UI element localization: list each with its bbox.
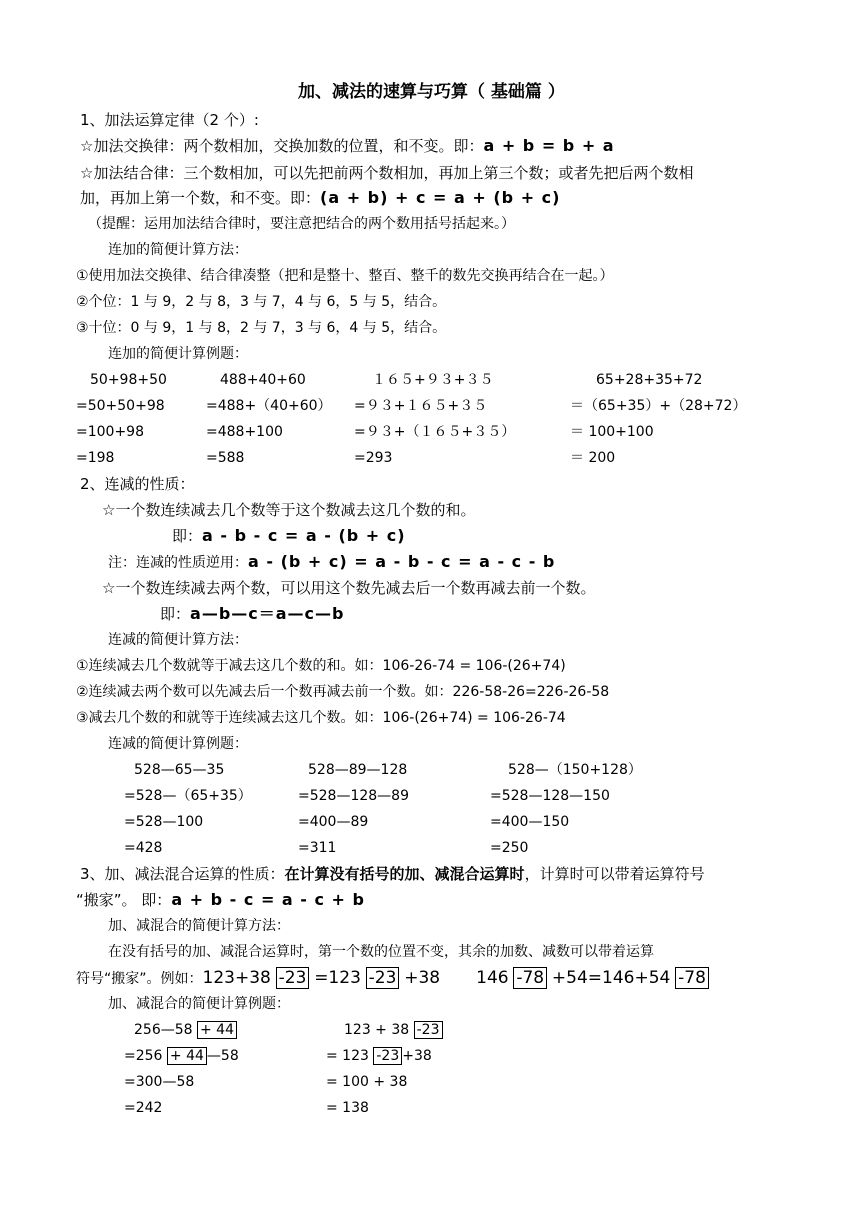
step: =528—100	[124, 814, 204, 830]
step: ＝ 100+100	[570, 424, 654, 440]
commutative-law-formula: a + b = b + a	[483, 136, 615, 155]
boxed-term: -23	[414, 1021, 443, 1039]
step: ＝ 200	[570, 450, 616, 466]
boxed-term: + 44	[167, 1047, 207, 1065]
addition-method-3: ③十位：0 与 9，1 与 8，2 与 7，3 与 6，4 与 5，结合。	[76, 320, 447, 336]
formula-prefix: 即：	[172, 527, 203, 545]
subtraction-formula-2	[160, 604, 345, 624]
subtraction-method-title: 连减的简便计算方法：	[108, 632, 248, 648]
expr: +54=146+54	[551, 968, 671, 988]
step: =242	[124, 1100, 163, 1116]
subtraction-method-2: ②连续减去两个数可以先减去后一个数再减去前一个数。如：226-58-26=226-26-58	[76, 684, 610, 700]
step: 528—89—128	[308, 762, 408, 778]
expr: =123	[314, 968, 361, 988]
formula: a - b - c = a - (b + c)	[202, 526, 406, 545]
step: =588	[206, 450, 245, 466]
mixed-desc-line1: 在没有括号的加、减混合运算时，第一个数的位置不变，其余的加数、减数可以带着运算	[108, 944, 654, 960]
boxed-term: -78	[513, 967, 547, 989]
step: =50+50+98	[76, 398, 165, 414]
associative-law-formula: (a + b) + c = a + (b + c)	[320, 188, 561, 207]
addition-method-title: 连加的简便计算方法：	[108, 242, 248, 258]
boxed-term: -78	[675, 967, 709, 989]
step: =528—128—150	[490, 788, 610, 804]
step: = 138	[326, 1100, 369, 1116]
step: 528—65—35	[134, 762, 225, 778]
subtraction-note	[108, 552, 555, 573]
heading-part-a: 3、加、减法混合运算的性质：	[80, 865, 285, 883]
step: 65+28+35+72	[596, 372, 703, 388]
addition-example-title: 连加的简便计算例题：	[108, 346, 248, 362]
step: 256—58 + 44	[134, 1020, 237, 1040]
step: =528—（65+35）	[124, 788, 252, 804]
step: =400—89	[298, 814, 369, 830]
step: =198	[76, 450, 115, 466]
step: =428	[124, 840, 163, 856]
addition-method-1: ①使用加法交换律、结合律凑整（把和是整十、整百、整千的数先交换再结合在一起。）	[76, 268, 614, 284]
page-title: 加、减法的速算与巧算（ 基础篇 ）	[298, 82, 565, 102]
boxed-term: -23	[373, 1047, 402, 1065]
tip-note: （提醒：运用加法结合律时，要注意把结合的两个数用括号括起来。）	[88, 216, 515, 232]
mixed-example-title: 加、减混合的简便计算例题：	[108, 996, 290, 1012]
subtraction-formula-1	[172, 526, 406, 546]
step: ＝（65+35）+（28+72）	[570, 398, 747, 414]
expr: 123+38	[202, 968, 271, 988]
expr: +38	[404, 968, 441, 988]
step: =400—150	[490, 814, 570, 830]
mixed-formula: a + b - c = a - c + b	[171, 890, 365, 909]
subtraction-method-3: ③减去几个数的和就等于连续减去这几个数。如：106-(26+74) = 106-26-74	[76, 710, 566, 726]
step: 50+98+50	[90, 372, 167, 388]
step: =256 + 44 —58	[124, 1048, 239, 1064]
step: =488+100	[206, 424, 283, 440]
boxed-term: -23	[276, 967, 310, 989]
mixed-desc-line2	[76, 968, 709, 989]
section-3-heading	[80, 864, 705, 884]
step: =293	[354, 450, 393, 466]
section-3-line2	[76, 890, 365, 910]
addition-method-2: ②个位：1 与 9，2 与 8，3 与 7，4 与 6，5 与 5，结合。	[76, 294, 447, 310]
step: =311	[298, 840, 337, 856]
subtraction-method-1: ①连续减去几个数就等于减去这几个数的和。如：106-26-74 = 106-(26+74)	[76, 658, 566, 674]
subtraction-property-1: ☆一个数连续减去几个数等于这个数减去这几个数的和。	[102, 501, 476, 519]
step: =528—128—89	[298, 788, 409, 804]
step: =488+（40+60）	[206, 398, 332, 414]
associative-law-text: 加，再加上第一个数，和不变。即：	[80, 189, 321, 207]
note-prefix: 注：连减的性质逆用：	[108, 555, 248, 571]
step: 123 + 38 -23	[344, 1020, 443, 1040]
step: 488+40+60	[220, 372, 306, 388]
boxed-term: -23	[366, 967, 400, 989]
note-formula: a - (b + c) = a - b - c = a - c - b	[248, 552, 556, 571]
mixed-method-title: 加、减混合的简便计算方法：	[108, 918, 290, 934]
subtraction-property-2: ☆一个数连续减去两个数，可以用这个数先减去后一个数再减去前一个数。	[102, 579, 596, 597]
formula-prefix: 即：	[160, 605, 191, 623]
heading-part-c: ，计算时可以带着运算符号	[524, 865, 705, 883]
commutative-law-text: ☆加法交换律：两个数相加，交换加数的位置，和不变。即：	[80, 137, 484, 155]
step: =９３+（１６５+３５）	[354, 424, 516, 440]
step: = 123 -23 +38	[326, 1048, 432, 1064]
step: =100+98	[76, 424, 144, 440]
step: 528—（150+128）	[508, 762, 642, 778]
step: =300—58	[124, 1074, 195, 1090]
boxed-term: + 44	[197, 1021, 237, 1039]
heading-part-b: 在计算没有括号的加、减混合运算时	[284, 865, 525, 883]
commutative-law	[80, 136, 615, 156]
associative-law-line1: ☆加法结合律：三个数相加，可以先把前两个数相加，再加上第三个数；或者先把后两个数相	[80, 164, 694, 182]
step: =250	[490, 840, 529, 856]
line2-text: “搬家”。 即：	[76, 891, 172, 909]
subtraction-example-title: 连减的简便计算例题：	[108, 736, 248, 752]
section-1-heading: 1、加法运算定律（2 个）:	[80, 111, 259, 129]
section-2-heading: 2、连减的性质：	[80, 475, 195, 493]
step: = 100 + 38	[326, 1074, 408, 1090]
desc-text: 符号“搬家”。例如：	[76, 971, 203, 987]
formula: a—b—c＝a—c—b	[190, 604, 345, 623]
step: １６５+９３+３５	[372, 372, 494, 388]
expr: 146	[476, 968, 509, 988]
associative-law-line2	[80, 188, 560, 208]
step: =９３+１６５+３５	[354, 398, 488, 414]
